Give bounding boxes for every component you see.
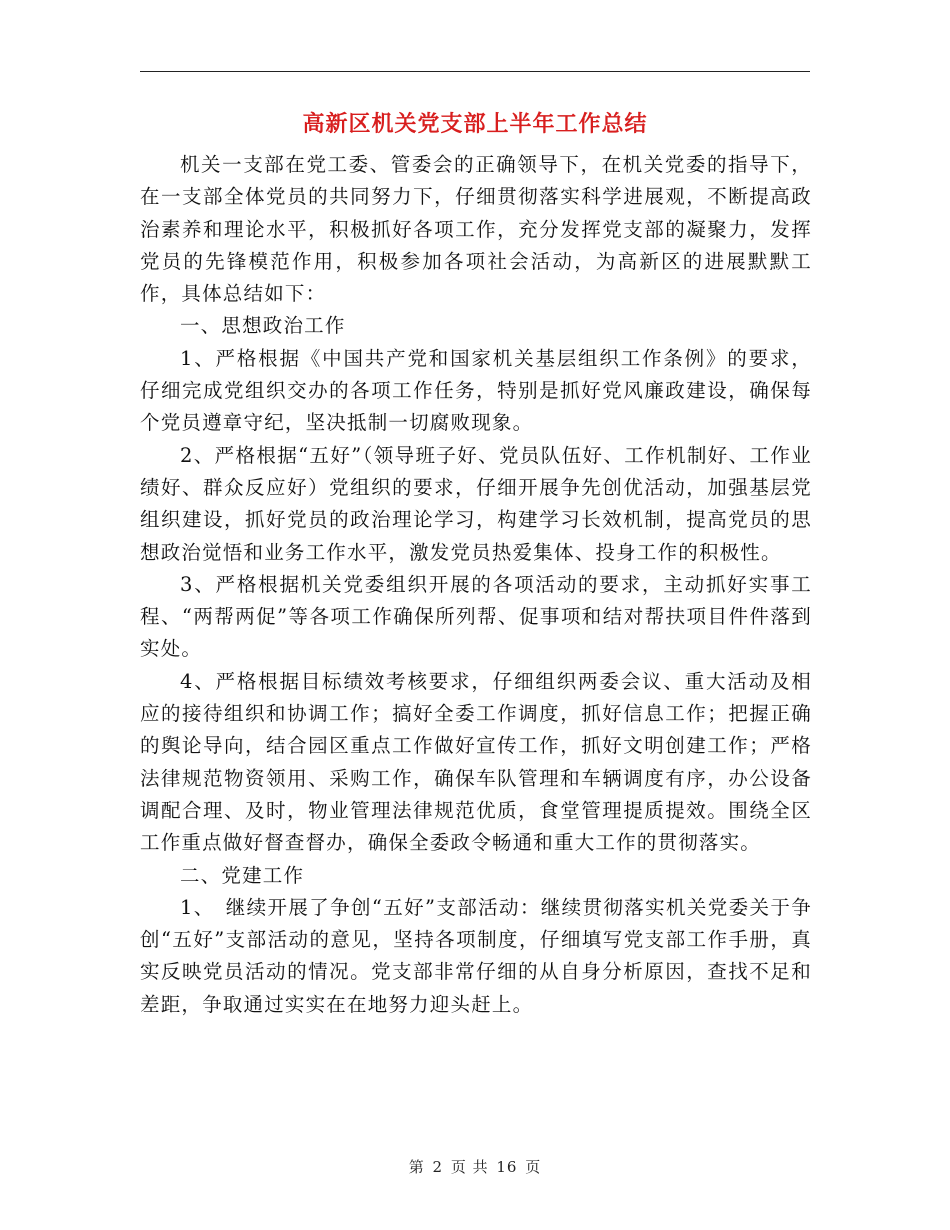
section-heading-ideology: 一、思想政治工作 — [179, 314, 346, 338]
paragraph-ideology-3: 3、严格根据机关党委组织开展的各项活动的要求，主动抓好实事工程、“两帮两促”等各项工作确保所列帮、促事项和结对帮扶项目件件落到实处。 — [140, 572, 812, 661]
intro-paragraph: 机关一支部在党工委、管委会的正确领导下，在机关党委的指导下，在一支部全体党员的共同努力下，仔细贯彻落实科学进展观，不断提高政治素养和理论水平，积极抓好各项工作，充分发挥党支部的凝聚力，发挥党员的先锋模范作用，积极参加各项社会活动，为高新区的进展默默工作，具体总结如下： — [140, 153, 812, 306]
document-body — [140, 149, 812, 1021]
paragraph-ideology-4: 4、严格根据目标绩效考核要求，仔细组织两委会议、重大活动及相应的接待组织和协调工作；搞好全委工作调度，抓好信息工作；把握正确的舆论导向，结合园区重点工作做好宣传工作，抓好文明创建工作；严格法律规范物资领用、采购工作，确保车队管理和车辆调度有序，办公设备调配合理、及时，物业管理法律规范优质，食堂管理提质提效。围绕全区工作重点做好督查督办，确保全委政令畅通和重大工作的贯彻落实。 — [140, 669, 812, 855]
document-title: 高新区机关党支部上半年工作总结 — [302, 112, 648, 137]
paragraph-ideology-2: 2、严格根据“五好”（领导班子好、党员队伍好、工作机制好、工作业绩好、群众反应好）党组织的要求，仔细开展争先创优活动，加强基层党组织建设，抓好党员的政治理论学习，构建学习长效机制，提高党员的思想政治觉悟和业务工作水平，激发党员热爱集体、投身工作的积极性。 — [140, 443, 812, 564]
page-footer — [0, 1156, 950, 1177]
paragraph-ideology-1: 1、严格根据《中国共产党和国家机关基层组织工作条例》的要求，仔细完成党组织交办的各项工作任务，特别是抓好党风廉政建设，确保每个党员遵章守纪，坚决抵制一切腐败现象。 — [140, 346, 812, 435]
paragraph-party-building-1: 1、 继续开展了争创“五好”支部活动：继续贯彻落实机关党委关于争创“五好”支部活动的意见，坚持各项制度，仔细填写党支部工作手册，真实反映党员活动的情况。党支部非常仔细的从自身分析原因，查找不足和差距，争取通过实实在在地努力迎头赶上。 — [140, 895, 812, 1016]
page-label-prefix: 第 — [408, 1158, 425, 1176]
page-label-mid: 页 共 — [450, 1158, 489, 1176]
page-label-suffix: 页 — [525, 1158, 542, 1176]
total-pages-number: 16 — [496, 1158, 518, 1176]
header-rule — [140, 71, 810, 72]
section-heading-party-building: 二、党建工作 — [179, 863, 305, 887]
current-page-number: 2 — [432, 1158, 444, 1176]
